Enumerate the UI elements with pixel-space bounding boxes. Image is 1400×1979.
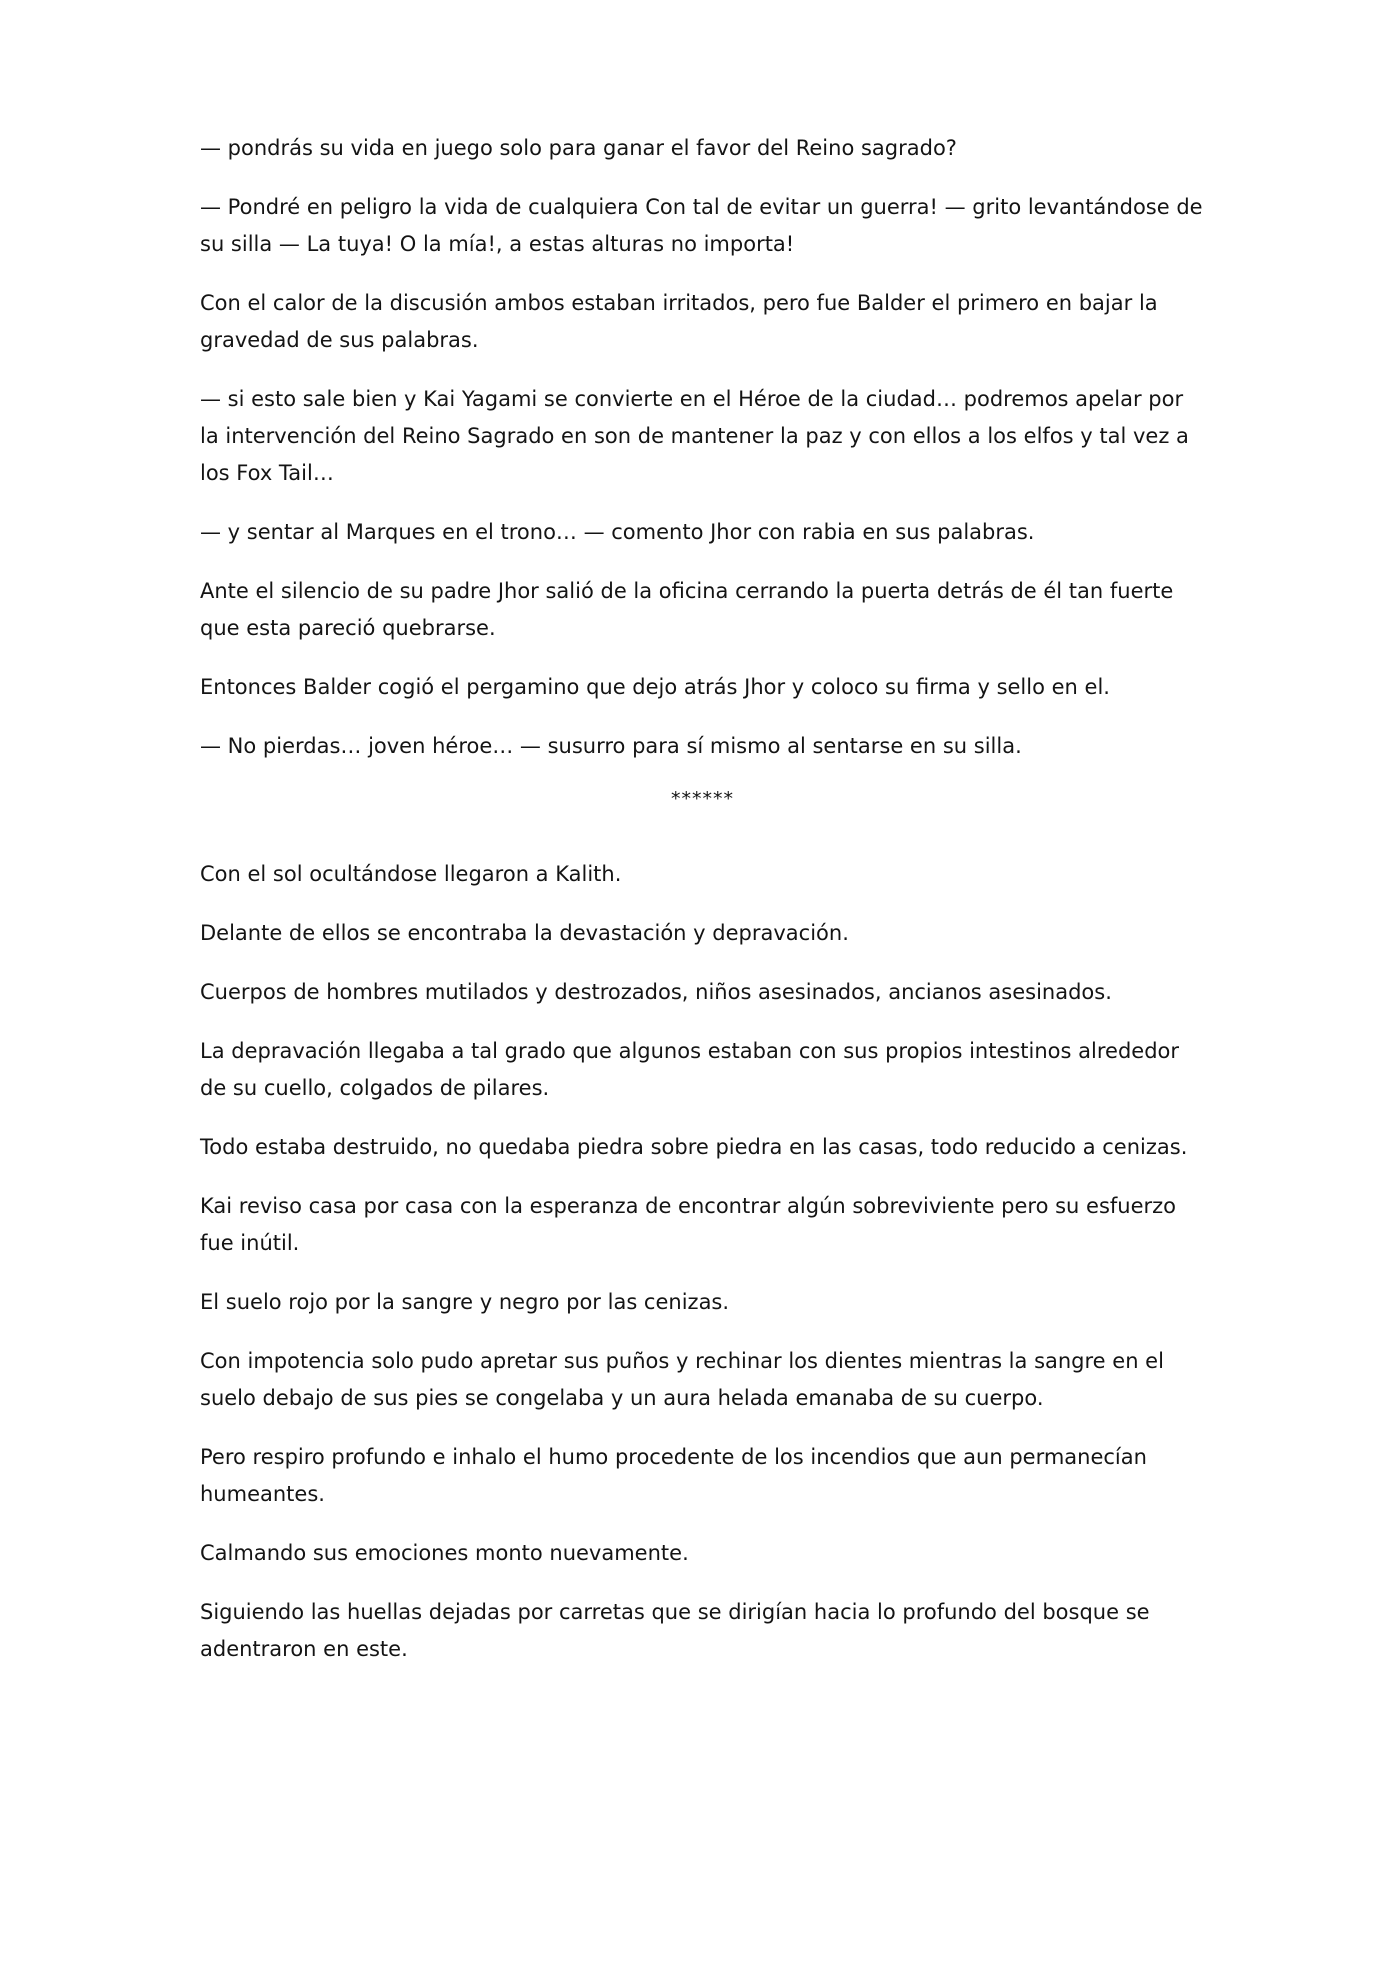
paragraph: Todo estaba destruido, no quedaba piedra sobre piedra en las casas, todo reducido a cenizas. <box>200 1135 1188 1159</box>
paragraph: Entonces Balder cogió el pergamino que dejo atrás Jhor y coloco su firma y sello en el. <box>200 675 1110 699</box>
paragraph: Ante el silencio de su padre Jhor salió de la oficina cerrando la puerta detrás de él tan fuerte que esta pareció quebrarse. <box>200 579 1174 640</box>
paragraph: Calmando sus emociones monto nuevamente. <box>200 1541 689 1565</box>
document-body <box>200 130 1205 1690</box>
paragraph: Pero respiro profundo e inhalo el humo procedente de los incendios que aun permanecían humeantes. <box>200 1445 1147 1506</box>
paragraph: Con el calor de la discusión ambos estaban irritados, pero fue Balder el primero en bajar la gravedad de sus palabras. <box>200 291 1158 352</box>
paragraph: — pondrás su vida en juego solo para ganar el favor del Reino sagrado? <box>200 136 957 160</box>
paragraph: — No pierdas… joven héroe… — susurro para sí mismo al sentarse en su silla. <box>200 734 1022 758</box>
paragraph: El suelo rojo por la sangre y negro por las cenizas. <box>200 1290 730 1314</box>
paragraph: Siguiendo las huellas dejadas por carretas que se dirigían hacia lo profundo del bosque se adentraron en este. <box>200 1600 1150 1661</box>
paragraph: Delante de ellos se encontraba la devastación y depravación. <box>200 921 849 945</box>
paragraph: Cuerpos de hombres mutilados y destrozados, niños asesinados, ancianos asesinados. <box>200 980 1112 1004</box>
paragraph: — y sentar al Marques en el trono… — comento Jhor con rabia en sus palabras. <box>200 520 1035 544</box>
paragraph: La depravación llegaba a tal grado que algunos estaban con sus propios intestinos alrededor de su cuello, colgados de pilares. <box>200 1039 1180 1100</box>
paragraph: — Pondré en peligro la vida de cualquiera Con tal de evitar un guerra! — grito levantándose de su silla — La tuya! O la mía!, a estas alturas no importa! <box>200 195 1203 256</box>
scene-break: ****** <box>671 788 734 810</box>
paragraph: Kai reviso casa por casa con la esperanza de encontrar algún sobreviviente pero su esfuerzo fue inútil. <box>200 1194 1177 1255</box>
paragraph: Con el sol ocultándose llegaron a Kalith. <box>200 862 622 886</box>
paragraph: Con impotencia solo pudo apretar sus puños y rechinar los dientes mientras la sangre en el suelo debajo de sus pies se congelaba y un aura helada emanaba de su cuerpo. <box>200 1349 1164 1410</box>
paragraph: — si esto sale bien y Kai Yagami se convierte en el Héroe de la ciudad… podremos apelar por la intervención del Reino Sagrado en son de mantener la paz y con ellos a los elfos y tal vez a los Fox Tail… <box>200 387 1189 485</box>
